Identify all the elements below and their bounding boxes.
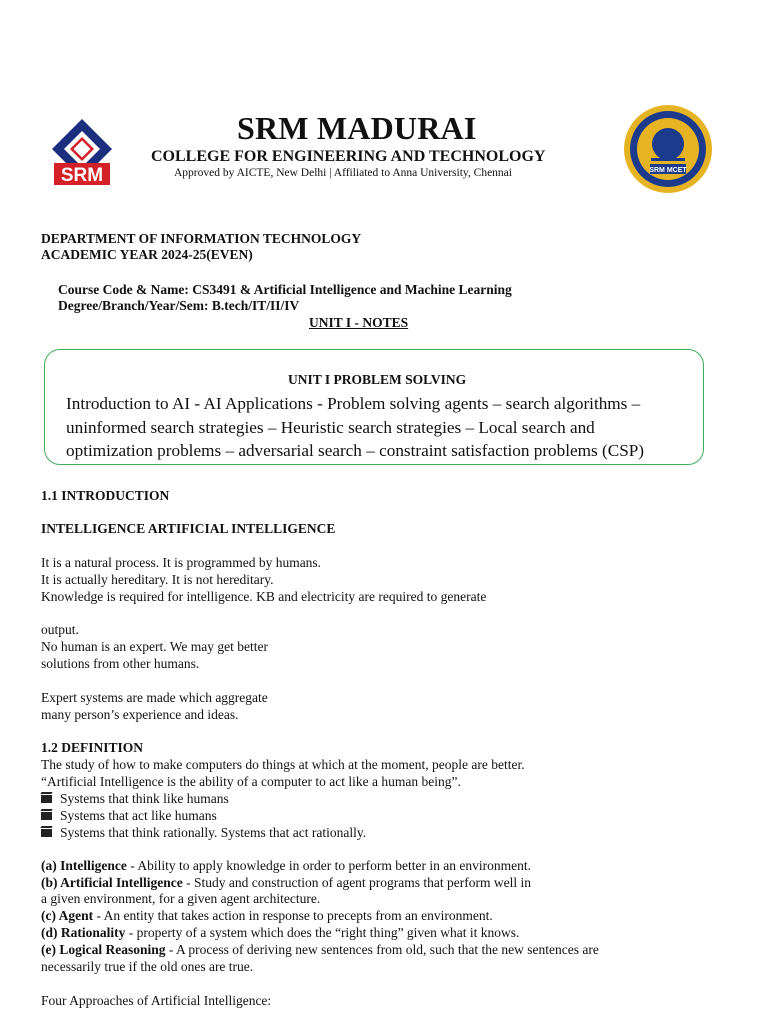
definition-line xyxy=(41,875,531,892)
college-name: SRM MADURAI xyxy=(237,110,477,146)
definition-line xyxy=(41,858,531,875)
section-subheading: INTELLIGENCE ARTIFICIAL INTELLIGENCE xyxy=(41,521,336,536)
paragraph-line: output. xyxy=(41,622,79,637)
department-name: DEPARTMENT OF INFORMATION TECHNOLOGY xyxy=(41,231,362,246)
definition-line xyxy=(41,925,519,942)
paragraph-line: The study of how to make computers do things at which at the moment, people are better. xyxy=(41,757,525,772)
paragraph-line: solutions from other humans. xyxy=(41,656,200,671)
bullet-item xyxy=(41,791,229,808)
definition-term: (a) Intelligence xyxy=(41,858,127,873)
syllabus-line: uninformed search strategies – Heuristic search strategies – Local search and xyxy=(66,417,595,437)
bullet-item xyxy=(41,825,366,842)
definition-text: - property of a system which does the “right thing” given what it knows. xyxy=(125,925,520,940)
seal-text: SRM MCET xyxy=(649,167,687,174)
bullet-text: Systems that think like humans xyxy=(60,791,229,806)
bullet-text: Systems that act like humans xyxy=(60,808,217,823)
clapperboard-icon xyxy=(41,795,52,803)
srm-mcet-seal xyxy=(623,104,713,194)
definition-term: (e) Logical Reasoning xyxy=(41,942,166,957)
definition-text: - An entity that takes action in response to precepts from an environment. xyxy=(93,908,493,923)
definition-line xyxy=(41,908,493,925)
section-heading: 1.1 INTRODUCTION xyxy=(41,488,170,503)
definition-term: (d) Rationality xyxy=(41,925,126,940)
definition-line xyxy=(41,959,253,976)
logo-text: SRM xyxy=(60,165,104,186)
definition-term: (b) Artificial Intelligence xyxy=(41,875,183,890)
bullet-item xyxy=(41,808,217,825)
syllabus-line: optimization problems – adversarial search – constraint satisfaction problems (CSP) xyxy=(66,441,645,460)
academic-year: ACADEMIC YEAR 2024-25(EVEN) xyxy=(41,247,253,262)
paragraph-line: No human is an expert. We may get better xyxy=(41,639,268,654)
syllabus-line: Introduction to AI - AI Applications - Problem solving agents – search algorithms – xyxy=(66,394,641,413)
approaches-line: Four Approaches of Artificial Intelligence: xyxy=(41,993,272,1008)
degree-branch: Degree/Branch/Year/Sem: B.tech/IT/II/IV xyxy=(58,298,300,313)
paragraph-line: Expert systems are made which aggregate xyxy=(41,690,268,705)
unit-notes-heading: UNIT I - NOTES xyxy=(309,315,409,330)
definition-term: (c) Agent xyxy=(41,908,94,923)
definition-line xyxy=(41,942,599,959)
bullet-text: Systems that think rationally. Systems that act rationally. xyxy=(60,825,367,840)
syllabus-heading: UNIT I PROBLEM SOLVING xyxy=(288,372,467,387)
paragraph-line: many person’s experience and ideas. xyxy=(41,707,239,722)
definition-line xyxy=(41,891,320,908)
paragraph-line: Knowledge is required for intelligence. KB and electricity are required to generate xyxy=(41,589,487,604)
college-subtitle: COLLEGE FOR ENGINEERING AND TECHNOLOGY xyxy=(151,148,546,165)
definition-text: - A process of deriving new sentences from old, such that the new sentences are xyxy=(165,942,599,957)
paragraph-line: It is actually hereditary. It is not hereditary. xyxy=(41,572,274,587)
definition-text: a given environment, for a given agent architecture. xyxy=(41,891,321,906)
approval-line: Approved by AICTE, New Delhi | Affiliated to Anna University, Chennai xyxy=(174,167,512,179)
definition-text: - Study and construction of agent programs that perform well in xyxy=(182,875,532,890)
definition-text: - Ability to apply knowledge in order to perform better in an environment. xyxy=(126,858,532,873)
course-block xyxy=(58,282,512,314)
srm-logo xyxy=(46,117,118,187)
department-block xyxy=(41,231,361,263)
syllabus-text xyxy=(66,392,696,463)
definition-text: necessarily true if the old ones are true. xyxy=(41,959,254,974)
course-code-name: Course Code & Name: CS3491 & Artificial Intelligence and Machine Learning xyxy=(58,282,512,297)
paragraph-line: “Artificial Intelligence is the ability of a computer to act like a human being”. xyxy=(41,774,461,789)
clapperboard-icon xyxy=(41,829,52,837)
section-heading: 1.2 DEFINITION xyxy=(41,740,144,755)
paragraph-line: It is a natural process. It is programmed by humans. xyxy=(41,555,322,570)
clapperboard-icon xyxy=(41,812,52,820)
